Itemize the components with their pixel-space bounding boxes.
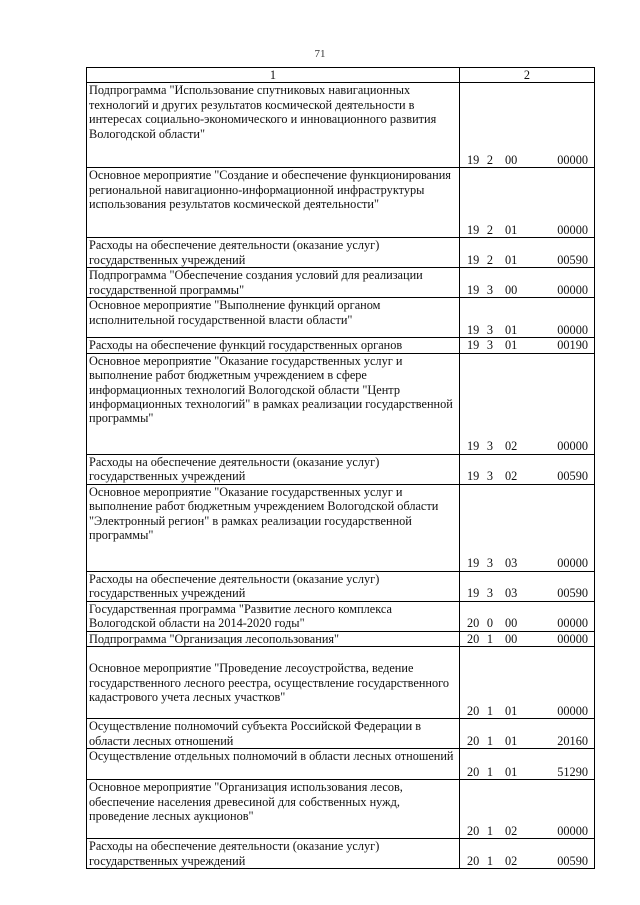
code-part-c1: 20 xyxy=(467,823,480,838)
code-part-c4: 00590 xyxy=(557,469,588,484)
code-part-c1: 20 xyxy=(467,853,480,868)
row-name: Основное мероприятие "Проведение лесоустройства, ведение государственного лесного реестра, осуществление государственного кадастрового учета лесных участков" xyxy=(87,647,460,719)
table-row xyxy=(87,268,595,298)
table-row xyxy=(87,719,595,749)
code-part-c2: 2 xyxy=(486,253,494,267)
row-name: Расходы на обеспечение деятельности (оказание услуг) государственных учреждений xyxy=(87,238,460,268)
table-row xyxy=(87,484,595,571)
table-row xyxy=(87,780,595,839)
row-code xyxy=(460,83,595,168)
code-part-c2: 3 xyxy=(486,338,494,353)
code-part-c3: 01 xyxy=(505,733,518,748)
row-name: Осуществление отдельных полномочий в области лесных отношений xyxy=(87,749,460,780)
table-row xyxy=(87,839,595,869)
code-part-c3: 02 xyxy=(505,439,518,454)
code-part-c1: 20 xyxy=(467,764,480,779)
table-row xyxy=(87,454,595,484)
table-row xyxy=(87,168,595,238)
page-number: 71 xyxy=(314,48,326,60)
row-code xyxy=(460,238,595,268)
code-part-c4: 00590 xyxy=(557,586,588,601)
code-part-c4: 20160 xyxy=(557,733,588,748)
code-part-c3: 03 xyxy=(505,586,518,601)
code-part-c1: 19 xyxy=(467,439,480,454)
code-part-c4: 00190 xyxy=(557,338,588,353)
row-code xyxy=(460,780,595,839)
code-part-c1: 19 xyxy=(467,153,480,167)
code-part-c1: 19 xyxy=(467,283,480,297)
code-part-c3: 00 xyxy=(505,283,518,297)
row-name: Основное мероприятие "Организация использования лесов, обеспечение населения древесиной для собственных нужд, проведение лесных аукционов" xyxy=(87,780,460,839)
table-row xyxy=(87,631,595,646)
row-name: Расходы на обеспечение деятельности (оказание услуг) государственных учреждений xyxy=(87,454,460,484)
row-name: Основное мероприятие "Оказание государственных услуг и выполнение работ бюджетным учреждением в сфере информационных технологий Вологодской области "Центр информационных технологий" в рамках реализации государственной программы" xyxy=(87,353,460,454)
row-code xyxy=(460,484,595,571)
row-code xyxy=(460,353,595,454)
code-part-c3: 02 xyxy=(505,823,518,838)
code-part-c4: 00590 xyxy=(557,253,588,267)
code-part-c1: 19 xyxy=(467,338,480,353)
row-code xyxy=(460,719,595,749)
row-code xyxy=(460,168,595,238)
row-code xyxy=(460,647,595,719)
row-code xyxy=(460,338,595,353)
row-name: Основное мероприятие "Оказание государственных услуг и выполнение работ бюджетным учреждением Вологодской области "Электронный регион" в рамках реализации государственной программы" xyxy=(87,484,460,571)
code-part-c3: 03 xyxy=(505,556,518,571)
code-part-c4: 00000 xyxy=(557,703,588,718)
code-part-c2: 1 xyxy=(486,703,494,718)
code-part-c4: 00000 xyxy=(557,223,588,237)
row-code xyxy=(460,268,595,298)
code-part-c2: 3 xyxy=(486,556,494,571)
code-part-c4: 00000 xyxy=(557,283,588,297)
code-part-c2: 2 xyxy=(486,153,494,167)
code-part-c2: 0 xyxy=(486,616,494,631)
code-part-c2: 3 xyxy=(486,283,494,297)
code-part-c3: 00 xyxy=(505,153,518,167)
code-part-c3: 01 xyxy=(505,323,518,337)
code-part-c2: 1 xyxy=(486,853,494,868)
table-row xyxy=(87,749,595,780)
code-part-c3: 01 xyxy=(505,338,518,353)
code-part-c4: 51290 xyxy=(557,764,588,779)
row-name: Основное мероприятие "Создание и обеспечение функционирования региональной навигационно-информационной инфраструктуры использования результатов космической деятельности" xyxy=(87,168,460,238)
table-header-row xyxy=(87,68,595,83)
code-part-c2: 1 xyxy=(486,764,494,779)
row-name: Осуществление полномочий субъекта Российской Федерации в области лесных отношений xyxy=(87,719,460,749)
code-part-c4: 00000 xyxy=(557,631,588,646)
code-part-c3: 02 xyxy=(505,853,518,868)
code-part-c2: 3 xyxy=(486,323,494,337)
row-code xyxy=(460,571,595,601)
table-row xyxy=(87,353,595,454)
code-part-c1: 19 xyxy=(467,253,480,267)
code-part-c2: 1 xyxy=(486,823,494,838)
code-part-c4: 00000 xyxy=(557,616,588,631)
row-code xyxy=(460,749,595,780)
row-name: Расходы на обеспечение функций государственных органов xyxy=(87,338,460,353)
code-part-c1: 19 xyxy=(467,469,480,484)
code-part-c2: 3 xyxy=(486,586,494,601)
row-code xyxy=(460,454,595,484)
table-row xyxy=(87,338,595,353)
code-part-c4: 00000 xyxy=(557,323,588,337)
code-part-c3: 01 xyxy=(505,764,518,779)
code-part-c4: 00590 xyxy=(557,853,588,868)
column-header-2: 2 xyxy=(460,68,595,83)
code-part-c1: 19 xyxy=(467,556,480,571)
code-part-c3: 02 xyxy=(505,469,518,484)
code-part-c3: 01 xyxy=(505,703,518,718)
code-part-c3: 00 xyxy=(505,631,518,646)
row-name: Подпрограмма "Обеспечение создания условий для реализации государственной программы" xyxy=(87,268,460,298)
code-part-c1: 20 xyxy=(467,703,480,718)
code-part-c1: 20 xyxy=(467,733,480,748)
row-code xyxy=(460,839,595,869)
code-part-c2: 2 xyxy=(486,223,494,237)
code-part-c1: 19 xyxy=(467,323,480,337)
code-part-c1: 20 xyxy=(467,631,480,646)
table-row xyxy=(87,601,595,631)
row-name: Расходы на обеспечение деятельности (оказание услуг) государственных учреждений xyxy=(87,839,460,869)
table-row xyxy=(87,647,595,719)
code-part-c4: 00000 xyxy=(557,439,588,454)
row-name: Расходы на обеспечение деятельности (оказание услуг) государственных учреждений xyxy=(87,571,460,601)
code-part-c3: 01 xyxy=(505,223,518,237)
table-row xyxy=(87,571,595,601)
code-part-c2: 1 xyxy=(486,631,494,646)
column-header-1: 1 xyxy=(87,68,460,83)
code-part-c2: 1 xyxy=(486,733,494,748)
row-code xyxy=(460,631,595,646)
code-part-c3: 00 xyxy=(505,616,518,631)
row-name: Подпрограмма "Использование спутниковых навигационных технологий и других результатов космической деятельности в интересах социально-экономического и инновационного развития Вологодской области" xyxy=(87,83,460,168)
code-part-c4: 00000 xyxy=(557,153,588,167)
table-row xyxy=(87,238,595,268)
code-part-c2: 3 xyxy=(486,469,494,484)
row-code xyxy=(460,298,595,338)
table-row xyxy=(87,83,595,168)
row-name: Подпрограмма "Организация лесопользования" xyxy=(87,631,460,646)
row-code xyxy=(460,601,595,631)
table-row xyxy=(87,298,595,338)
code-part-c1: 19 xyxy=(467,586,480,601)
code-part-c3: 01 xyxy=(505,253,518,267)
row-name: Государственная программа "Развитие лесного комплекса Вологодской области на 2014-2020 годы" xyxy=(87,601,460,631)
code-part-c1: 19 xyxy=(467,223,480,237)
code-part-c1: 20 xyxy=(467,616,480,631)
code-part-c4: 00000 xyxy=(557,556,588,571)
code-part-c2: 3 xyxy=(486,439,494,454)
row-name: Основное мероприятие "Выполнение функций органом исполнительной государственной власти области" xyxy=(87,298,460,338)
code-part-c4: 00000 xyxy=(557,823,588,838)
budget-classification-table xyxy=(86,67,595,869)
